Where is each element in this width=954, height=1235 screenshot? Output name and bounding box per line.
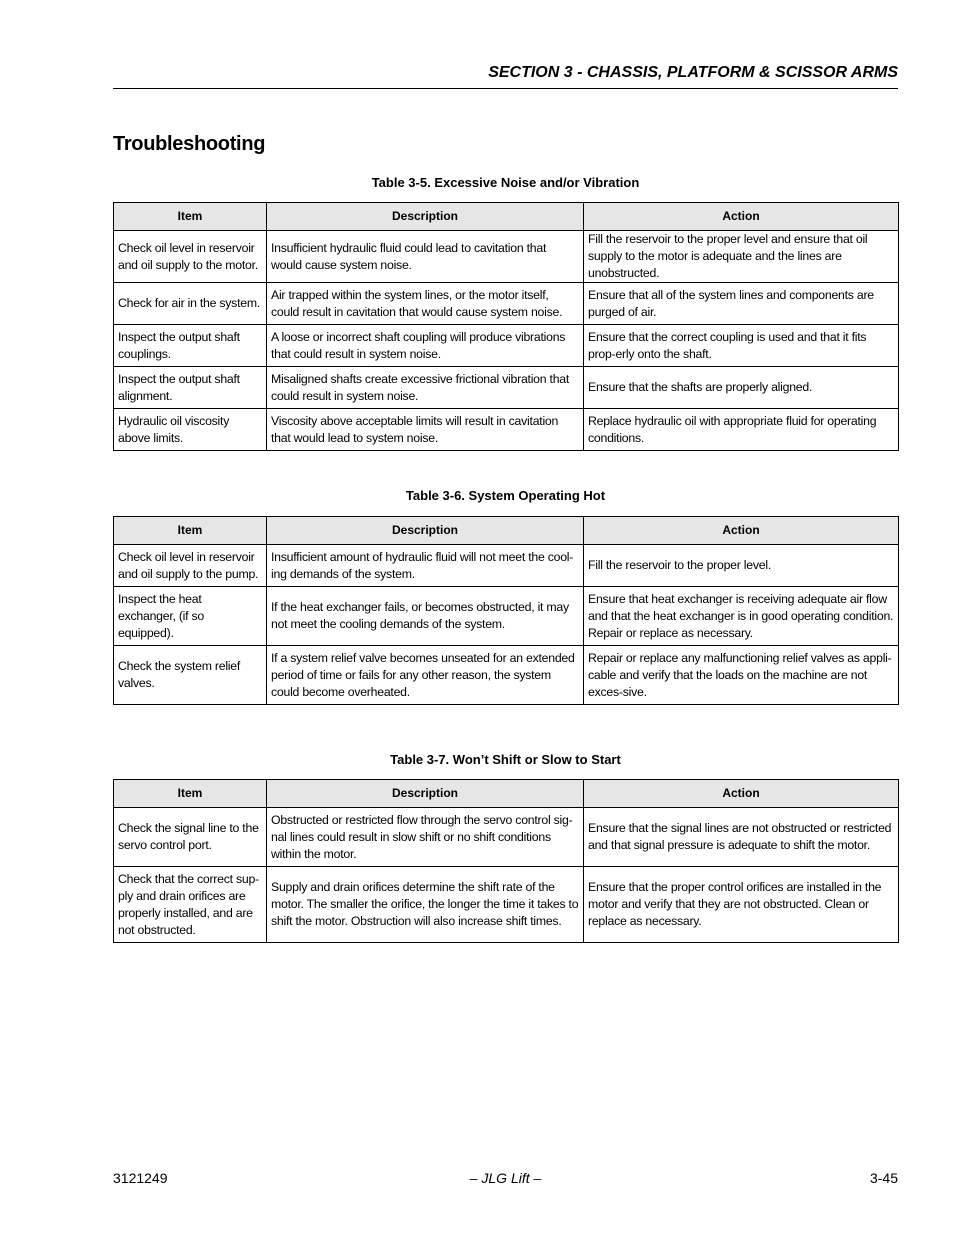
cell-action: Repair or replace any malfunctioning relief valves as appli-cable and verify that the loads on the machine are not exces-sive. <box>584 646 899 705</box>
cell-description: Misaligned shafts create excessive frictional vibration that could result in system noise. <box>267 367 584 409</box>
cell-description: Viscosity above acceptable limits will result in cavitation that would lead to system noise. <box>267 409 584 451</box>
cell-description: Obstructed or restricted flow through the servo control sig-nal lines could result in slow shift or no shift conditions within the motor. <box>267 808 584 867</box>
cell-item: Check oil level in reservoir and oil supply to the motor. <box>114 231 267 283</box>
cell-description: If a system relief valve becomes unseated for an extended period of time or fails for any other reason, the system could become overheated. <box>267 646 584 705</box>
table-caption: Table 3-6. System Operating Hot <box>405 488 606 503</box>
cell-action: Ensure that the signal lines are not obstructed or restricted and that signal pressure is adequate to shift the motor. <box>584 808 899 867</box>
column-header-action: Action <box>584 517 899 545</box>
document-number: 3121249 <box>113 1170 168 1186</box>
table-caption: Table 3-7. Won’t Shift or Slow to Start <box>390 752 621 767</box>
table-row <box>114 545 899 587</box>
page-number: 3-45 <box>869 1170 898 1186</box>
cell-item: Inspect the output shaft alignment. <box>114 367 267 409</box>
cell-item: Hydraulic oil viscosity above limits. <box>114 409 267 451</box>
table-row <box>114 808 899 867</box>
cell-item: Inspect the heat exchanger, (if so equipped). <box>114 587 267 646</box>
column-header-item: Item <box>114 780 267 808</box>
cell-action: Ensure that the shafts are properly aligned. <box>584 367 899 409</box>
table-row <box>114 367 899 409</box>
table-row <box>114 867 899 943</box>
cell-description: A loose or incorrect shaft coupling will produce vibrations that could result in system noise. <box>267 325 584 367</box>
table-row <box>114 231 899 283</box>
cell-item: Inspect the output shaft couplings. <box>114 325 267 367</box>
table-row <box>114 409 899 451</box>
column-header-item: Item <box>114 517 267 545</box>
cell-action: Ensure that the proper control orifices are installed in the motor and verify that they are not obstructed. Clean or replace as necessary. <box>584 867 899 943</box>
cell-item: Check the signal line to the servo control port. <box>114 808 267 867</box>
cell-description: Air trapped within the system lines, or the motor itself, could result in cavitation that would cause system noise. <box>267 283 584 325</box>
column-header-action: Action <box>584 203 899 231</box>
cell-action: Ensure that heat exchanger is receiving adequate air flow and that the heat exchanger is in good operating condition. Repair or replace as necessary. <box>584 587 899 646</box>
cell-item: Check the system relief valves. <box>114 646 267 705</box>
cell-description: Supply and drain orifices determine the shift rate of the motor. The smaller the orifice, the longer the time it takes to shift the motor. Obstruction will also increase shift times. <box>267 867 584 943</box>
table-header-row <box>114 203 899 231</box>
cell-action: Ensure that all of the system lines and components are purged of air. <box>584 283 899 325</box>
table-wont-shift <box>113 779 899 943</box>
cell-item: Check for air in the system. <box>114 283 267 325</box>
cell-action: Fill the reservoir to the proper level and ensure that oil supply to the motor is adequate and the lines are unobstructed. <box>584 231 899 283</box>
cell-description: If the heat exchanger fails, or becomes obstructed, it may not meet the cooling demands of the system. <box>267 587 584 646</box>
table-row <box>114 646 899 705</box>
column-header-description: Description <box>267 517 584 545</box>
cell-item: Check that the correct sup-ply and drain orifices are properly installed, and are not obstructed. <box>114 867 267 943</box>
column-header-description: Description <box>267 780 584 808</box>
column-header-description: Description <box>267 203 584 231</box>
header-rule <box>113 88 898 89</box>
table-system-operating-hot <box>113 516 899 705</box>
table-header-row <box>114 517 899 545</box>
table-caption: Table 3-5. Excessive Noise and/or Vibration <box>371 175 640 190</box>
table-row <box>114 283 899 325</box>
cell-action: Ensure that the correct coupling is used and that it fits prop-erly onto the shaft. <box>584 325 899 367</box>
section-header: SECTION 3 - CHASSIS, PLATFORM & SCISSOR ARMS <box>488 64 898 81</box>
cell-action: Fill the reservoir to the proper level. <box>584 545 899 587</box>
column-header-item: Item <box>114 203 267 231</box>
table-excessive-noise <box>113 202 899 451</box>
cell-description: Insufficient amount of hydraulic fluid will not meet the cool-ing demands of the system. <box>267 545 584 587</box>
cell-action: Replace hydraulic oil with appropriate fluid for operating conditions. <box>584 409 899 451</box>
column-header-action: Action <box>584 780 899 808</box>
cell-item: Check oil level in reservoir and oil supply to the pump. <box>114 545 267 587</box>
table-row <box>114 325 899 367</box>
cell-description: Insufficient hydraulic fluid could lead to cavitation that would cause system noise. <box>267 231 584 283</box>
footer-brand: – JLG Lift – <box>469 1170 542 1186</box>
table-header-row <box>114 780 899 808</box>
page-title: Troubleshooting <box>113 133 266 155</box>
table-row <box>114 587 899 646</box>
